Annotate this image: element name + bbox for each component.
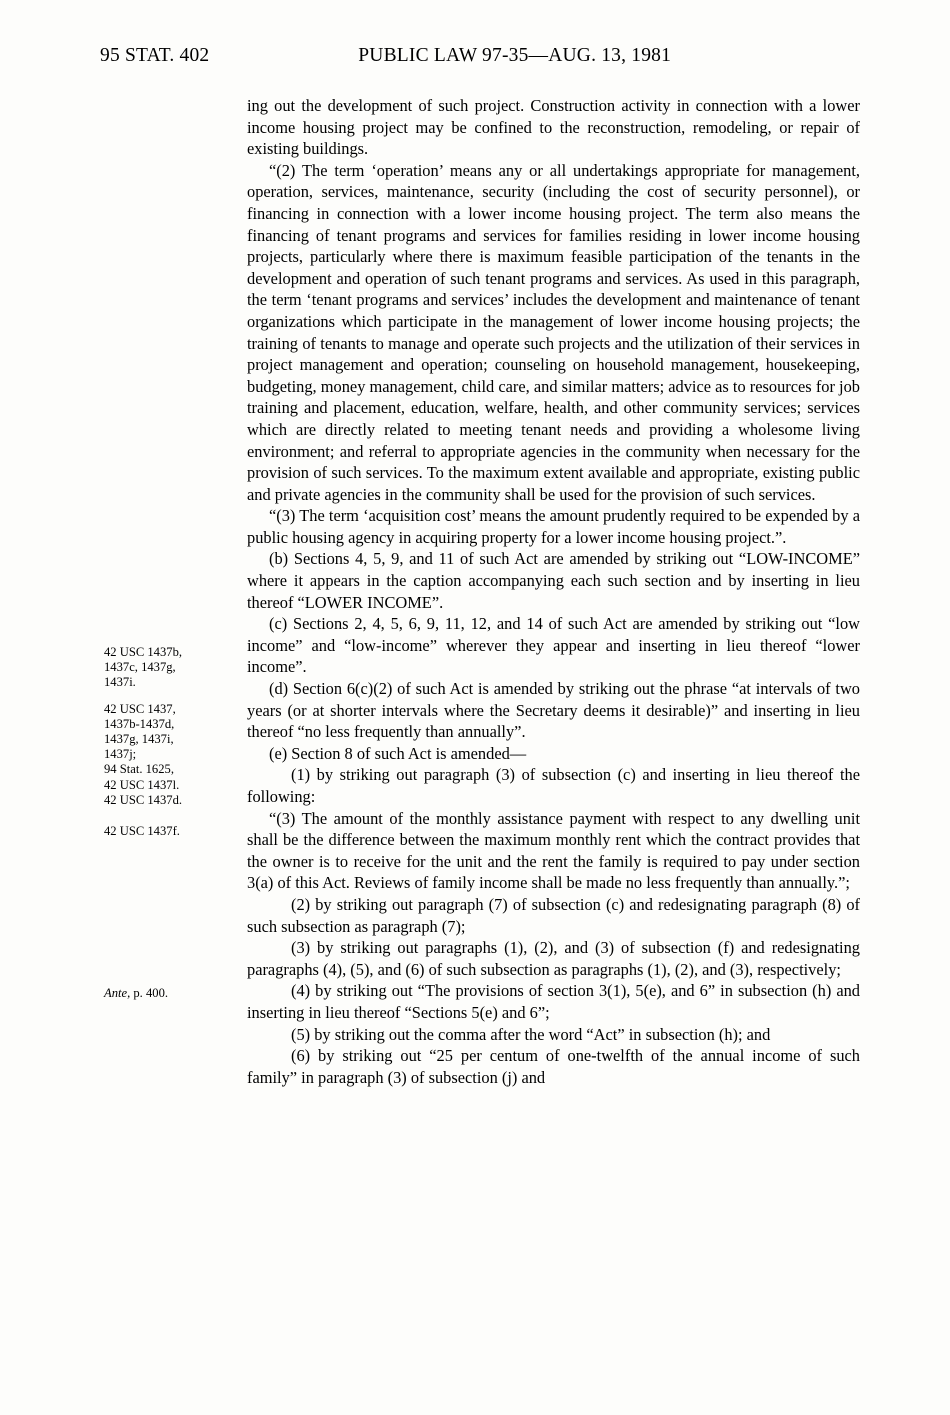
subsection-c: (c) Sections 2, 4, 5, 6, 9, 11, 12, and 14 of such Act are amended by striking out “low income” and “low-income” wherever they appear and inserting in lieu thereof “lower income”. [247, 614, 860, 677]
item-3: (3) by striking out paragraphs (1), (2), and (3) of subsection (f) and redesignating paragraphs (4), (5), and (6) of such subsection as paragraphs (1), (2), and (3), respectively; [247, 938, 860, 979]
margin-note-2 [104, 702, 234, 763]
paragraph-2-operation: “(2) The term ‘operation’ means any or all undertakings appropriate for management, operation, services, maintenance, security (including the cost of security personnel), or financing in connection with a lower income housing project. The term also means the financing of tenant programs and services for families residing in lower income housing projects, particularly where there is maximum feasible participation of the tenants in the development and operation of such tenant programs and services. As used in this paragraph, the term ‘tenant programs and services’ includes the development and maintenance of tenant organizations which participate in the management of lower income housing projects; the training of tenants to manage and operate such projects and the utilization of their services in project management and operation; counseling on household management, housekeeping, budgeting, money management, child care, and similar matters; advice as to resources for job training and placement, education, welfare, health, and other community services; services which are directly related to meeting tenant needs and providing a wholesome living environment; and referral to appropriate agencies in the community when necessary for the provision of such services. To the maximum extent available and appropriate, existing public and private agencies in the community shall be used for the provision of such services. [247, 160, 860, 504]
paragraph-continuation: ing out the development of such project. Construction activity in connection with a lower income housing project may be confined to the reconstruction, remodeling, or repair of existing buildings. [247, 96, 860, 159]
margin-note-line: 1437g, 1437i, [104, 732, 174, 747]
margin-note-line: 1437b-1437d, [104, 716, 175, 731]
margin-note-line: 42 USC 1437d. [104, 792, 183, 807]
subsection-b-smallcaps-2: LOWER INCOME [304, 592, 432, 612]
page-header [100, 45, 860, 71]
margin-note-line: 1437i. [104, 675, 136, 690]
item-6: (6) by striking out “25 per centum of one-twelfth of the annual income of such family” in paragraph (3) of subsection (j) and [247, 1046, 860, 1087]
margin-note-ante [104, 986, 234, 1001]
ante-page: p. 400. [130, 986, 169, 1000]
margin-note-line: 42 USC 1437f. [104, 824, 180, 839]
statute-reference: 95 STAT. 402 [100, 45, 210, 66]
quoted-paragraph-3: “(3) The amount of the monthly assistance payment with respect to any dwelling unit shall be the difference between the maximum monthly rent which the contract provides that the owner is to receive for the unit and the rent the family is required to pay under section 3(a) of this Act. Reviews of family income shall be made no less frequently than annually.”; [247, 808, 860, 893]
margin-note-4 [104, 824, 234, 839]
margin-note-line: 42 USC 1437b, [104, 645, 183, 659]
margin-note-line: 94 Stat. 1625, [104, 762, 174, 777]
subsection-b [247, 548, 860, 613]
body-column [247, 95, 860, 1088]
item-2: (2) by striking out paragraph (7) of subsection (c) and redesignating paragraph (8) of such subsection as paragraph (7); [247, 894, 860, 936]
subsection-e: (e) Section 8 of such Act is amended— [269, 743, 527, 763]
paragraph-3-acquisition-cost: “(3) The term ‘acquisition cost’ means the amount prudently required to be expended by a public housing agency in acquiring property for a lower income housing project.”. [247, 506, 860, 547]
margin-notes [104, 645, 234, 839]
margin-note-line: 1437j; [104, 747, 137, 762]
subsection-b-pre: (b) Sections 4, 5, 9, and 11 of such Act are amended by striking out “ [269, 549, 747, 569]
subsection-b-post: ”. [431, 592, 444, 612]
subsection-d: (d) Section 6(c)(2) of such Act is amended by striking out the phrase “at intervals of two years (or at shorter intervals where the Secretary deems it desirable)” and inserting in lieu thereof “no less frequently than annually”. [247, 679, 860, 742]
item-4: (4) by striking out “The provisions of section 3(1), 5(e), and 6” in subsection (h) and inserting in lieu thereof “Sections 5(e) and 6”; [247, 981, 860, 1022]
ante-label: Ante, [104, 986, 131, 1000]
margin-note-line: 42 USC 1437, [104, 701, 176, 716]
margin-note-line: 42 USC 1437l. [104, 777, 180, 792]
item-5: (5) by striking out the comma after the word “Act” in subsection (h); and [291, 1024, 771, 1044]
subsection-b-smallcaps-1: LOW-INCOME [746, 549, 853, 569]
margin-note-1 [104, 645, 234, 691]
margin-note-line: 1437c, 1437g, [104, 660, 176, 675]
item-1: (1) by striking out paragraph (3) of subsection (c) and inserting in lieu thereof the following: [247, 765, 860, 806]
public-law-title: PUBLIC LAW 97-35—AUG. 13, 1981 [358, 45, 672, 66]
margin-note-3 [104, 762, 234, 808]
subsection-b-mid: ” where it appears in the caption accompanying each such section and by inserting in lieu thereof “ [247, 549, 860, 612]
